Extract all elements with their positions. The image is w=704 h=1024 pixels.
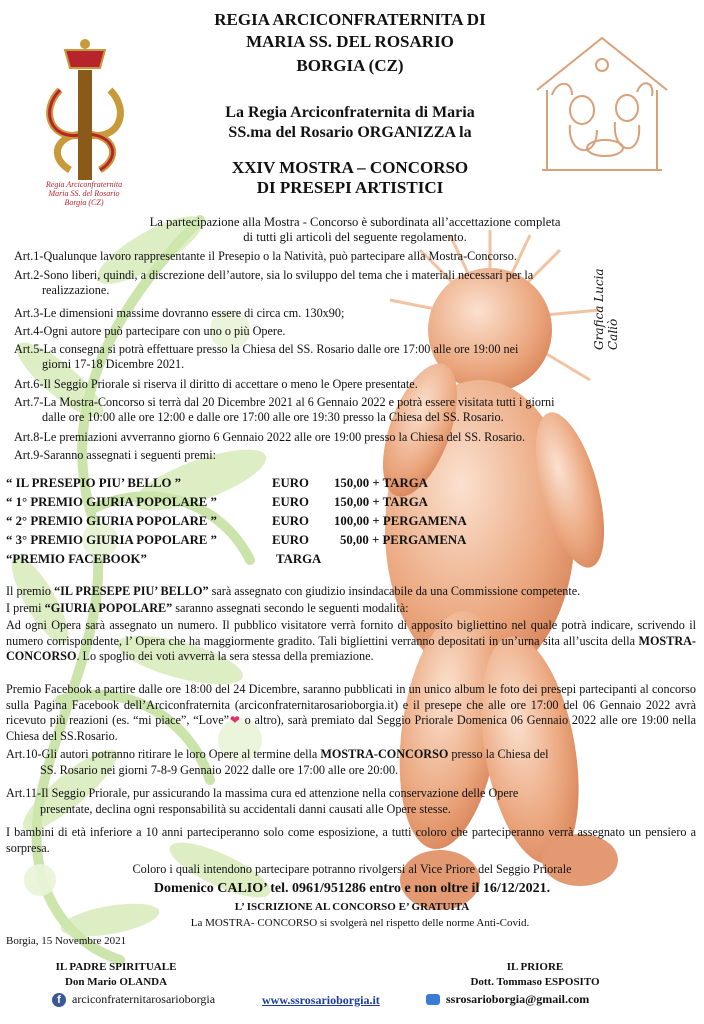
article-11 [6, 786, 696, 817]
prize-currency: EURO [272, 476, 309, 490]
intro-line: di tutti gli articoli del seguente regolamento. [243, 230, 467, 245]
article-5 [14, 342, 654, 373]
article-4: Art.4-Ogni autore può partecipare con uno o più Opere. [14, 324, 286, 338]
rule-facebook [6, 682, 696, 744]
rule-text: o altro), sarà premiato dal Seggio Priorale Domenica 06 Gennaio 2022 alle ore 19:00 nella Chiesa del SS.Rosario. [6, 713, 697, 743]
crest-caption-line: Borgia (CZ) [64, 198, 104, 207]
organizer [160, 103, 540, 143]
article-5-text: Art.5-La consegna si potrà effettuare presso la Chiesa del SS. Rosario dalle ore 17:00 alle ore 19:00 nei [14, 342, 519, 356]
confraternity-crest-logo [20, 30, 150, 190]
rule-text: Premio Facebook a partire dalle ore 18:00 del 24 Dicembre, saranno pubblicati in un unico album le foto dei presepi partecipanti al concorso sulla Pagina Facebook dell’Arciconfraternita (arciconfraternitarosarioborgia.it) e il presepe che alle ore 17:00 del 06 Gennaio 2022 avrà ricevuto più reazioni (es. “mi piace”, “Love” [6, 682, 696, 728]
article-8: Art.8-Le premiazioni avverranno giorno 6 Gennaio 2022 alle ore 19:00 presso la Chiesa del SS. Rosario. [14, 430, 526, 444]
nativity-scene-illustration [527, 30, 677, 180]
prize-amount: 150,00 + TARGA [334, 495, 428, 509]
article-11-cont: presentate, declina ogni responsabilità su accidentali danni causati alle Opere stesse. [40, 801, 451, 816]
rule-highlight: MOSTRA-CONCORSO [6, 633, 696, 664]
rule-text: saranno assegnati secondo le seguenti modalità: [172, 601, 409, 615]
event-title-line: XXIV MOSTRA – CONCORSO [231, 158, 469, 177]
article-2-cont: realizzazione. [42, 283, 110, 298]
rule-text: sarà assegnato con giudizio insindacabile da una Commissione competente. [208, 584, 581, 598]
registration-free: L’ ISCRIZIONE AL CONCORSO E’ GRATUITA [234, 901, 470, 913]
rule-text: . Lo spoglio dei voti avverrà la sera stessa della premiazione. [76, 649, 374, 664]
article-2-text: Art.2-Sono liberi, quindi, a discrezione dell’autore, sia lo sviluppo del tema che i materiali necessari per la [14, 268, 534, 282]
spiritual-father-name: Don Mario OLANDA [64, 976, 168, 988]
rule-text: Ad ogni Opera sarà assegnato un numero. Il pubblico visitatore verrà fornito di apposito bigliettino nel quale potrà indicare, scrivendo il numero corrispondente, l’ Opera che ha maggiormente gradito. Tali bigliettini verranno depositati in un’urna sita all’uscita della [6, 618, 696, 648]
facebook-contact[interactable] [52, 992, 215, 1007]
article-6: Art.6-Il Seggio Priorale si riserva il diritto di accettare o meno le Opere presentate. [14, 377, 418, 391]
article-7-cont: dalle ore 10:00 alle ore 12:00 e dalle ore 17:00 alle ore 19:30 presso la Chiesa del SS. Rosario. [42, 410, 504, 425]
header-line: BORGIA (CZ) [296, 56, 404, 75]
article-10 [6, 747, 696, 778]
email-address[interactable]: ssrosarioborgia@gmail.com [446, 992, 590, 1006]
prize-name: “ IL PRESEPIO PIU’ BELLO ” [6, 476, 182, 490]
rule-text: Art.10-Gli autori potranno ritirare le loro Opere al termine della [6, 747, 321, 761]
event-title [160, 158, 540, 198]
website-link[interactable]: www.ssrosarioborgia.it [262, 993, 380, 1007]
rule-voting [6, 618, 696, 665]
contact-info: Coloro i quali intendono partecipare potranno rivolgersi al Vice Priore del Seggio Priorale [132, 862, 572, 876]
rule-giuria-popolare [6, 601, 696, 617]
event-title-line: DI PRESEPI ARTISTICI [256, 178, 444, 197]
article-2 [14, 268, 654, 299]
prize-amount: 100,00 + PERGAMENA [334, 514, 467, 528]
prior-name: Dott. Tommaso ESPOSITO [470, 976, 600, 988]
article-7 [14, 395, 654, 426]
prize-name: “ 3° PREMIO GIURIA POPOLARE ” [6, 533, 217, 547]
issue-date: Borgia, 15 Novembre 2021 [6, 935, 127, 947]
prize-currency: EURO [272, 514, 309, 528]
prize-amount: 50,00 + PERGAMENA [340, 533, 467, 547]
intro [40, 215, 670, 246]
prize-name: “PREMIO FACEBOOK” [6, 552, 147, 566]
crest-caption-line: Regia Arciconfraternita [45, 180, 123, 189]
prize-amount: TARGA [276, 552, 322, 566]
prize-amount: 150,00 + TARGA [334, 476, 428, 490]
prize-name: “ 1° PREMIO GIURIA POPOLARE ” [6, 495, 217, 509]
rule-highlight: MOSTRA-CONCORSO [320, 747, 449, 761]
article-5-cont: giorni 17-18 Dicembre 2021. [42, 357, 185, 372]
graphic-credit: Grafica Lucia Caliò [592, 268, 620, 350]
rule-presepe-bello [6, 584, 696, 600]
article-9: Art.9-Saranno assegnati i seguenti premi: [14, 448, 217, 462]
rule-text: Art.11-Il Seggio Priorale, pur assicurando la massima cura ed attenzione nella conservazione delle Opere [6, 786, 519, 800]
organizer-line: La Regia Arciconfraternita di Maria [225, 104, 475, 121]
prize-currency: EURO [272, 533, 309, 547]
rule-highlight: “GIURIA POPOLARE” [44, 601, 173, 615]
facebook-icon: f [52, 993, 66, 1007]
crest-caption-line: Maria SS. del Rosario [48, 189, 120, 198]
article-1: Art.1-Qualunque lavoro rappresentante il Presepio o la Natività, può partecipare alla Mostra-Concorso. [14, 249, 517, 263]
prize-currency: EURO [272, 495, 309, 509]
spiritual-father-title: IL PADRE SPIRITUALE [55, 961, 177, 973]
rule-text: I premi [6, 601, 45, 615]
organizer-line: SS.ma del Rosario ORGANIZZA la [228, 124, 472, 141]
article-10-cont: SS. Rosario nei giorni 7-8-9 Gennaio 2022 dalle ore 17:00 alle ore 20:00. [40, 762, 399, 777]
header-line: REGIA ARCICONFRATERNITA DI [214, 10, 486, 29]
rule-children: I bambini di età inferiore a 10 anni parteciperanno solo come esposizione, a tutti coloro che parteciperanno verrà assegnato un pensiero a sorpresa. [6, 825, 696, 855]
prior-title: IL PRIORE [506, 961, 564, 973]
header-line: MARIA SS. DEL ROSARIO [246, 32, 454, 51]
facebook-page[interactable]: arciconfraternitarosarioborgia [72, 992, 216, 1006]
crest-caption [18, 180, 150, 207]
prize-name: “ 2° PREMIO GIURIA POPOLARE ” [6, 514, 217, 528]
rule-text: presso la Chiesa del [448, 747, 549, 761]
email-icon [426, 994, 440, 1005]
heart-icon: ❤ [229, 713, 241, 728]
covid-notice: La MOSTRA- CONCORSO si svolgerà nel rispetto delle norme Anti-Covid. [190, 917, 530, 929]
rule-highlight: “IL PRESEPE PIU’ BELLO” [54, 584, 209, 598]
intro-line: La partecipazione alla Mostra - Concorso è subordinata all’accettazione completa [149, 215, 561, 229]
rule-text: Il premio [6, 584, 55, 598]
contact-details: Domenico CALIO’ tel. 0961/951286 entro e non oltre il 16/12/2021. [153, 881, 551, 896]
email-contact[interactable] [426, 992, 589, 1007]
header [160, 10, 540, 76]
article-7-text: Art.7-La Mostra-Concorso si terrà dal 20 Dicembre 2021 al 6 Gennaio 2022 e potrà essere visitata tutti i giorni [14, 395, 555, 409]
article-3: Art.3-Le dimensioni massime dovranno essere di circa cm. 130x90; [14, 306, 345, 320]
